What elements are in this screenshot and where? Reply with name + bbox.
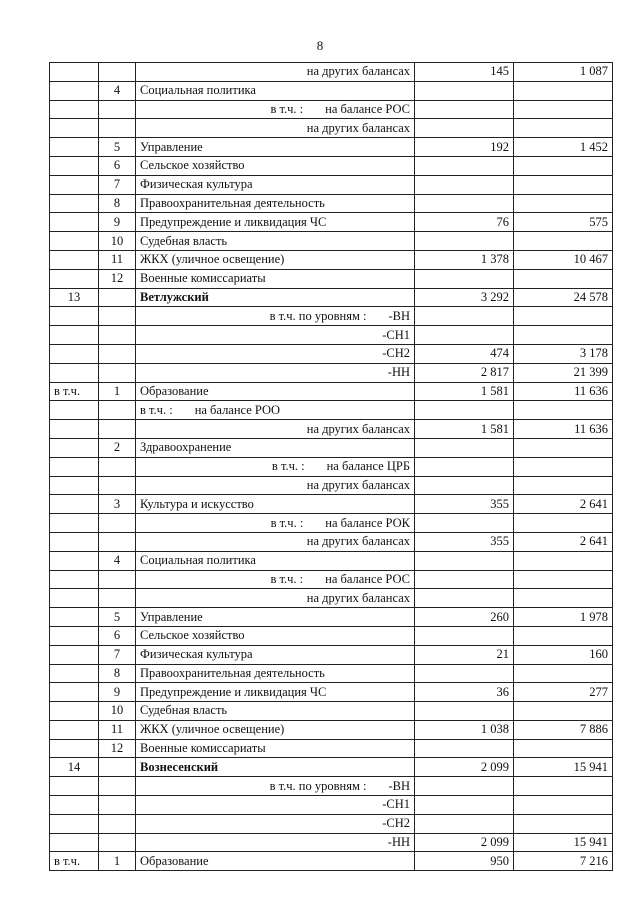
value-cell-2: 15 941 (514, 758, 613, 777)
row-number-cell (99, 833, 136, 852)
value-cell-1: 1 581 (415, 382, 514, 401)
row-label-cell: на других балансах (136, 119, 415, 138)
row-group-cell (50, 570, 99, 589)
table-row (50, 551, 613, 570)
value-cell-1 (415, 326, 514, 345)
row-number-cell (99, 570, 136, 589)
value-cell-2 (514, 307, 613, 326)
row-number-cell: 6 (99, 626, 136, 645)
row-number-cell: 3 (99, 495, 136, 514)
value-cell-2: 2 641 (514, 532, 613, 551)
sub-target: на балансе РОС (325, 101, 410, 116)
value-cell-1 (415, 739, 514, 758)
row-label-cell: на других балансах (136, 589, 415, 608)
row-label-cell: Предупреждение и ликвидация ЧС (136, 213, 415, 232)
row-number-cell: 7 (99, 645, 136, 664)
row-label-cell: Социальная политика (136, 551, 415, 570)
table-row (50, 119, 613, 138)
row-label-cell (136, 514, 415, 533)
value-cell-2 (514, 269, 613, 288)
row-label-cell: Предупреждение и ликвидация ЧС (136, 683, 415, 702)
row-label-cell: Судебная власть (136, 232, 415, 251)
row-number-cell: 9 (99, 213, 136, 232)
row-number-cell: 11 (99, 250, 136, 269)
value-cell-1 (415, 401, 514, 420)
row-group-cell (50, 344, 99, 363)
row-group-cell: 14 (50, 758, 99, 777)
row-label-cell (136, 100, 415, 119)
row-number-cell: 4 (99, 81, 136, 100)
row-number-cell: 1 (99, 852, 136, 871)
table-row (50, 250, 613, 269)
row-label-cell (136, 401, 415, 420)
row-number-cell (99, 307, 136, 326)
row-number-cell (99, 532, 136, 551)
value-cell-2 (514, 438, 613, 457)
row-number-cell: 12 (99, 739, 136, 758)
sub-prefix: в т.ч. по уровням : (269, 778, 367, 793)
row-label-cell: на других балансах (136, 420, 415, 439)
value-cell-2 (514, 326, 613, 345)
row-label-cell: -НН (136, 833, 415, 852)
table-row (50, 213, 613, 232)
row-group-cell (50, 833, 99, 852)
row-number-cell (99, 777, 136, 796)
value-cell-1 (415, 232, 514, 251)
table-row (50, 796, 613, 815)
value-cell-1: 3 292 (415, 288, 514, 307)
value-cell-2 (514, 401, 613, 420)
row-group-cell (50, 307, 99, 326)
row-number-cell: 9 (99, 683, 136, 702)
row-group-cell (50, 476, 99, 495)
row-number-cell: 4 (99, 551, 136, 570)
row-label-cell: Ветлужский (136, 288, 415, 307)
value-cell-2: 24 578 (514, 288, 613, 307)
row-label-cell: Судебная власть (136, 702, 415, 721)
value-cell-1 (415, 664, 514, 683)
table-body (50, 63, 613, 871)
value-cell-2 (514, 476, 613, 495)
row-number-cell (99, 288, 136, 307)
row-number-cell (99, 119, 136, 138)
value-cell-2: 575 (514, 213, 613, 232)
row-number-cell (99, 63, 136, 82)
row-group-cell (50, 119, 99, 138)
sub-prefix: в т.ч. : (270, 571, 304, 586)
table-row (50, 288, 613, 307)
value-cell-1: 2 817 (415, 363, 514, 382)
row-group-cell (50, 138, 99, 157)
row-number-cell: 5 (99, 608, 136, 627)
row-number-cell: 8 (99, 664, 136, 683)
row-group-cell (50, 269, 99, 288)
row-number-cell (99, 476, 136, 495)
table-row (50, 363, 613, 382)
value-cell-2 (514, 232, 613, 251)
row-label-cell: Физическая культура (136, 175, 415, 194)
value-cell-1 (415, 269, 514, 288)
value-cell-1: 355 (415, 495, 514, 514)
row-group-cell (50, 363, 99, 382)
row-group-cell (50, 814, 99, 833)
row-group-cell (50, 796, 99, 815)
row-group-cell (50, 250, 99, 269)
value-cell-2: 1 452 (514, 138, 613, 157)
row-group-cell (50, 100, 99, 119)
value-cell-2 (514, 514, 613, 533)
row-number-cell (99, 589, 136, 608)
value-cell-2: 11 636 (514, 382, 613, 401)
row-group-cell (50, 702, 99, 721)
value-cell-2: 1 087 (514, 63, 613, 82)
row-label-cell: -СН1 (136, 796, 415, 815)
value-cell-2: 10 467 (514, 250, 613, 269)
row-label-cell: Сельское хозяйство (136, 626, 415, 645)
row-label-cell: Физическая культура (136, 645, 415, 664)
sub-prefix: в т.ч. : (271, 459, 305, 474)
table-row (50, 138, 613, 157)
value-cell-1: 1 038 (415, 720, 514, 739)
row-number-cell: 1 (99, 382, 136, 401)
table-row (50, 739, 613, 758)
row-label-cell: ЖКХ (уличное освещение) (136, 720, 415, 739)
row-group-cell (50, 532, 99, 551)
row-label-cell: -СН2 (136, 344, 415, 363)
row-group-cell (50, 457, 99, 476)
value-cell-2: 7 886 (514, 720, 613, 739)
row-group-cell (50, 81, 99, 100)
value-cell-2 (514, 796, 613, 815)
value-cell-1 (415, 814, 514, 833)
value-cell-1: 192 (415, 138, 514, 157)
value-cell-1 (415, 476, 514, 495)
table-row (50, 420, 613, 439)
row-label-cell (136, 457, 415, 476)
value-cell-1 (415, 194, 514, 213)
row-label-cell (136, 570, 415, 589)
row-number-cell (99, 344, 136, 363)
value-cell-1 (415, 156, 514, 175)
value-cell-2 (514, 551, 613, 570)
table-row (50, 175, 613, 194)
table-row (50, 156, 613, 175)
row-group-cell (50, 420, 99, 439)
value-cell-1 (415, 175, 514, 194)
table-row (50, 81, 613, 100)
value-cell-1 (415, 777, 514, 796)
row-label-cell: -СН1 (136, 326, 415, 345)
row-group-cell (50, 739, 99, 758)
row-number-cell (99, 420, 136, 439)
value-cell-2 (514, 457, 613, 476)
row-label-cell: Управление (136, 608, 415, 627)
sub-target: на балансе ЦРБ (326, 459, 410, 474)
value-cell-2: 15 941 (514, 833, 613, 852)
value-cell-1: 355 (415, 532, 514, 551)
row-group-cell (50, 626, 99, 645)
value-cell-1 (415, 626, 514, 645)
row-number-cell: 2 (99, 438, 136, 457)
sub-target: на балансе РОС (325, 571, 410, 586)
value-cell-1 (415, 307, 514, 326)
table-row (50, 608, 613, 627)
value-cell-1: 36 (415, 683, 514, 702)
row-group-cell (50, 645, 99, 664)
row-group-cell (50, 194, 99, 213)
table-row (50, 833, 613, 852)
table-row (50, 495, 613, 514)
row-group-cell (50, 664, 99, 683)
value-cell-1 (415, 100, 514, 119)
value-cell-1: 1 581 (415, 420, 514, 439)
value-cell-2 (514, 589, 613, 608)
value-cell-2 (514, 81, 613, 100)
row-number-cell (99, 100, 136, 119)
table-row (50, 476, 613, 495)
row-number-cell (99, 758, 136, 777)
row-label-cell: Военные комиссариаты (136, 739, 415, 758)
value-cell-1: 21 (415, 645, 514, 664)
table-row (50, 852, 613, 871)
sub-target: -ВН (388, 308, 410, 323)
row-label-cell: Здравоохранение (136, 438, 415, 457)
value-cell-1 (415, 589, 514, 608)
table-row (50, 63, 613, 82)
row-label-cell: ЖКХ (уличное освещение) (136, 250, 415, 269)
table-row (50, 438, 613, 457)
value-cell-2: 7 216 (514, 852, 613, 871)
row-number-cell (99, 814, 136, 833)
value-cell-1: 950 (415, 852, 514, 871)
row-label-cell: Правоохранительная деятельность (136, 194, 415, 213)
row-label-cell: Вознесенский (136, 758, 415, 777)
value-cell-1 (415, 81, 514, 100)
row-group-cell (50, 213, 99, 232)
table-row (50, 269, 613, 288)
value-cell-1 (415, 438, 514, 457)
row-number-cell (99, 514, 136, 533)
value-cell-2 (514, 156, 613, 175)
row-number-cell: 11 (99, 720, 136, 739)
table-row (50, 664, 613, 683)
table-row (50, 758, 613, 777)
sub-target: на балансе РОК (325, 515, 410, 530)
row-group-cell (50, 326, 99, 345)
value-cell-1 (415, 570, 514, 589)
row-group-cell: 13 (50, 288, 99, 307)
table-row (50, 514, 613, 533)
value-cell-1 (415, 457, 514, 476)
table-row (50, 720, 613, 739)
row-number-cell (99, 326, 136, 345)
row-label-cell: Военные комиссариаты (136, 269, 415, 288)
row-group-cell (50, 156, 99, 175)
row-group-cell (50, 683, 99, 702)
row-number-cell: 8 (99, 194, 136, 213)
table-row (50, 457, 613, 476)
row-label-cell: на других балансах (136, 63, 415, 82)
table-row (50, 814, 613, 833)
row-number-cell: 10 (99, 232, 136, 251)
row-label-cell: Образование (136, 382, 415, 401)
row-label-cell (136, 307, 415, 326)
value-cell-1: 76 (415, 213, 514, 232)
row-group-cell (50, 589, 99, 608)
value-cell-2: 21 399 (514, 363, 613, 382)
table-row (50, 382, 613, 401)
row-label-cell: на других балансах (136, 532, 415, 551)
value-cell-1: 1 378 (415, 250, 514, 269)
value-cell-2 (514, 702, 613, 721)
table-row (50, 570, 613, 589)
value-cell-1: 2 099 (415, 833, 514, 852)
row-number-cell (99, 401, 136, 420)
table-row (50, 232, 613, 251)
row-label-cell: Сельское хозяйство (136, 156, 415, 175)
row-group-cell: в т.ч. (50, 382, 99, 401)
value-cell-2 (514, 194, 613, 213)
row-group-cell (50, 608, 99, 627)
table-row (50, 100, 613, 119)
table-row (50, 326, 613, 345)
row-number-cell: 10 (99, 702, 136, 721)
table-row (50, 401, 613, 420)
row-label-cell: Управление (136, 138, 415, 157)
sub-prefix: в т.ч. : (270, 101, 304, 116)
value-cell-1: 2 099 (415, 758, 514, 777)
value-cell-1 (415, 514, 514, 533)
row-label-cell: Образование (136, 852, 415, 871)
value-cell-2: 1 978 (514, 608, 613, 627)
row-label-cell (136, 777, 415, 796)
row-number-cell (99, 796, 136, 815)
table-row (50, 626, 613, 645)
sub-prefix: в т.ч. : (270, 515, 304, 530)
row-number-cell: 7 (99, 175, 136, 194)
row-group-cell (50, 495, 99, 514)
table-row (50, 777, 613, 796)
row-label-cell: Правоохранительная деятельность (136, 664, 415, 683)
value-cell-1 (415, 796, 514, 815)
value-cell-2: 160 (514, 645, 613, 664)
row-group-cell (50, 175, 99, 194)
value-cell-2: 11 636 (514, 420, 613, 439)
table-row (50, 307, 613, 326)
row-group-cell (50, 720, 99, 739)
value-cell-2 (514, 100, 613, 119)
row-number-cell (99, 457, 136, 476)
page-number: 8 (316, 38, 324, 53)
table-row (50, 645, 613, 664)
table-row (50, 194, 613, 213)
row-label-cell: -НН (136, 363, 415, 382)
value-cell-1 (415, 702, 514, 721)
value-cell-2 (514, 626, 613, 645)
value-cell-2 (514, 175, 613, 194)
table-row (50, 532, 613, 551)
row-group-cell (50, 777, 99, 796)
value-cell-2 (514, 739, 613, 758)
row-label-cell: Социальная политика (136, 81, 415, 100)
value-cell-2 (514, 664, 613, 683)
table-row (50, 589, 613, 608)
sub-target: -ВН (388, 778, 410, 793)
row-group-cell (50, 551, 99, 570)
row-group-cell (50, 438, 99, 457)
row-number-cell: 5 (99, 138, 136, 157)
table-row (50, 344, 613, 363)
sub-prefix: в т.ч. : (140, 402, 173, 417)
sub-prefix: в т.ч. по уровням : (269, 308, 367, 323)
table-row (50, 702, 613, 721)
value-cell-1 (415, 119, 514, 138)
value-cell-1: 474 (415, 344, 514, 363)
row-number-cell: 12 (99, 269, 136, 288)
row-group-cell (50, 514, 99, 533)
budget-table (49, 62, 613, 871)
value-cell-2 (514, 570, 613, 589)
row-group-cell (50, 401, 99, 420)
value-cell-2 (514, 777, 613, 796)
value-cell-2: 277 (514, 683, 613, 702)
value-cell-1 (415, 551, 514, 570)
value-cell-2 (514, 119, 613, 138)
row-group-cell (50, 232, 99, 251)
row-group-cell (50, 63, 99, 82)
row-label-cell: -СН2 (136, 814, 415, 833)
value-cell-1: 260 (415, 608, 514, 627)
row-group-cell: в т.ч. (50, 852, 99, 871)
row-label-cell: на других балансах (136, 476, 415, 495)
value-cell-2: 2 641 (514, 495, 613, 514)
row-label-cell: Культура и искусство (136, 495, 415, 514)
value-cell-2: 3 178 (514, 344, 613, 363)
row-number-cell (99, 363, 136, 382)
row-number-cell: 6 (99, 156, 136, 175)
value-cell-1: 145 (415, 63, 514, 82)
sub-target: на балансе РОО (194, 402, 281, 417)
value-cell-2 (514, 814, 613, 833)
table-row (50, 683, 613, 702)
